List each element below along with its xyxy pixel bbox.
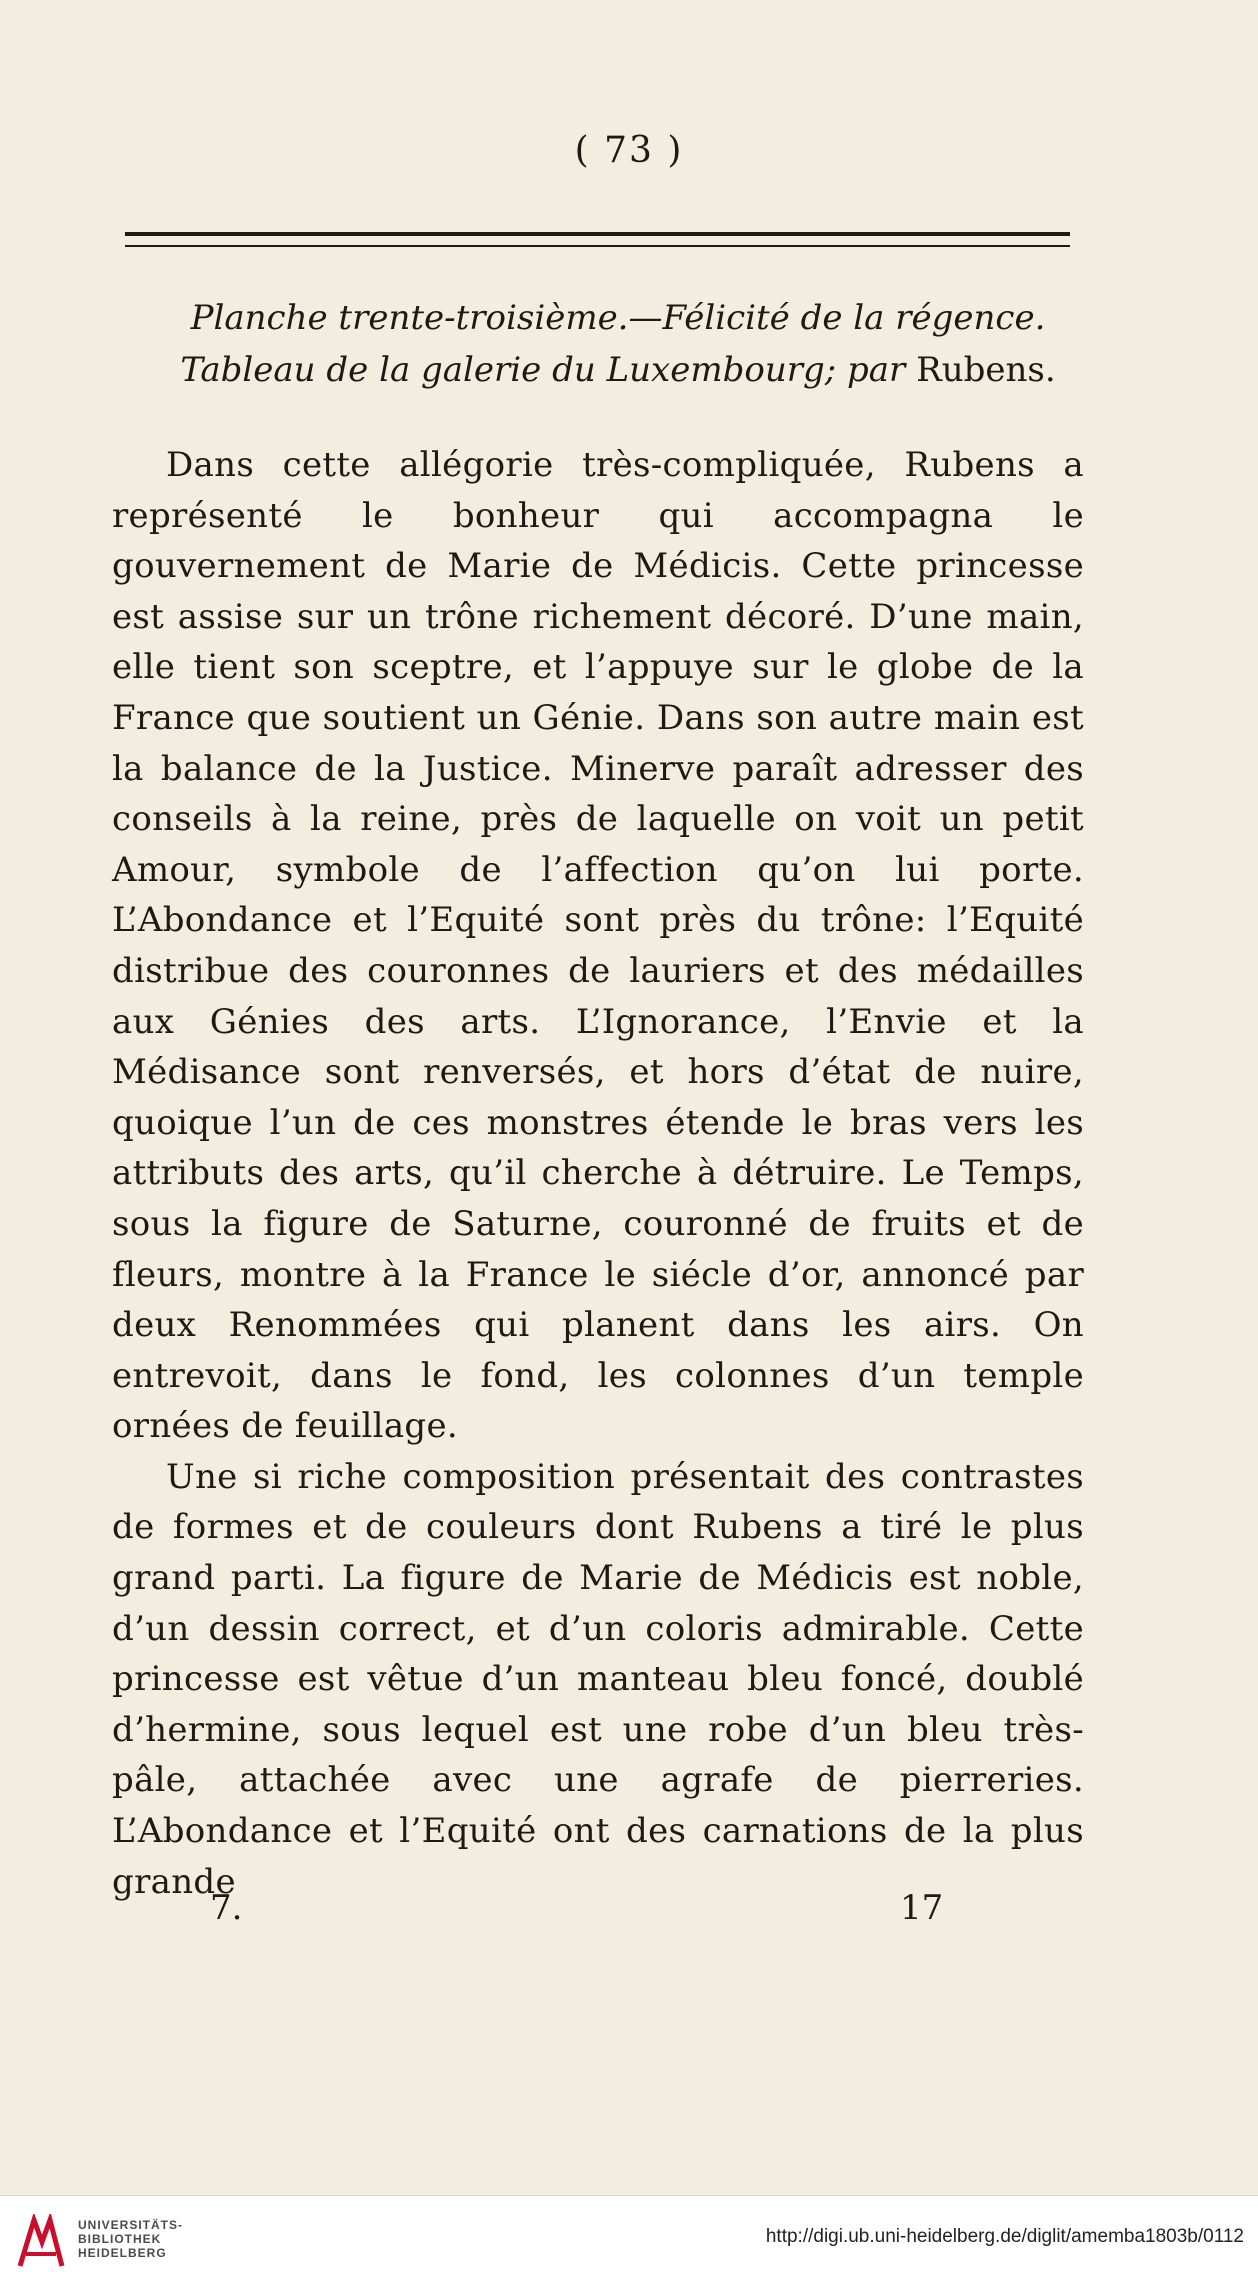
header-rule-thin [125,245,1070,247]
digitization-footer [0,2195,1258,2288]
header-rule-thick [125,232,1070,236]
paragraph-2: Une si riche composition présentait des contrastes de formes et de couleurs dont Rubens a tiré le plus grand parti. La figure de Marie de Médicis est noble, d’un dessin correct, et d’un coloris admirable. Cette princesse est vêtue d’un manteau bleu foncé, doublé d’hermine, sous lequel est une robe d’un bleu très-pâle, attachée avec une agrafe de pierreries. L’Abondance et l’Equité ont des carnations de la plus grande [112,1456,1084,1902]
plate-heading [118,292,1118,396]
heading-artist: Rubens. [916,350,1056,390]
body-text [112,440,1084,1907]
signature-mark: 7. [210,1888,243,1928]
folio-number: 17 [900,1888,944,1928]
paragraph-1: Dans cette allégorie très-compliquée, Rubens a représenté le bonheur qui accompagna le gouvernement de Marie de Médicis. Cette princesse est assise sur un trône richement décoré. D’une main, elle tient son sceptre, et l’appuye sur le globe de la France que soutient un Génie. Dans son autre main est la balance de la Justice. Minerve paraît adresser des conseils à la reine, près de laquelle on voit un petit Amour, symbole de l’affection qu’on lui porte. L’Abondance et l’Equité sont près du trône: l’Equité distribue des couronnes de lauriers et des médailles aux Génies des arts. L’Ignorance, l’Envie et la Médisance sont renversés, et hors d’état de nuire, quoique l’un de ces monstres étende le bras vers les attributs des arts, qu’il cherche à détruire. Le Temps, sous la figure de Saturne, couronné de fruits et de fleurs, montre à la France le siécle d’or, annoncé par deux Renommées qui planent dans les airs. On entrevoit, dans le fond, les colonnes d’un temple ornées de feuillage. [112,445,1084,1447]
source-url[interactable]: http://digi.ub.uni-heidelberg.de/diglit/amemba1803b/0112 [765,2226,1244,2247]
heading-italic: Planche trente-troisième.—Félicité de la régence. Tableau de la galerie du Luxembourg; par [180,298,1046,390]
page-number: ( 73 ) [574,130,684,171]
library-name: UNIVERSITÄTS- BIBLIOTHEK HEIDELBERG [78,2218,184,2260]
library-logo-icon [12,2214,70,2272]
